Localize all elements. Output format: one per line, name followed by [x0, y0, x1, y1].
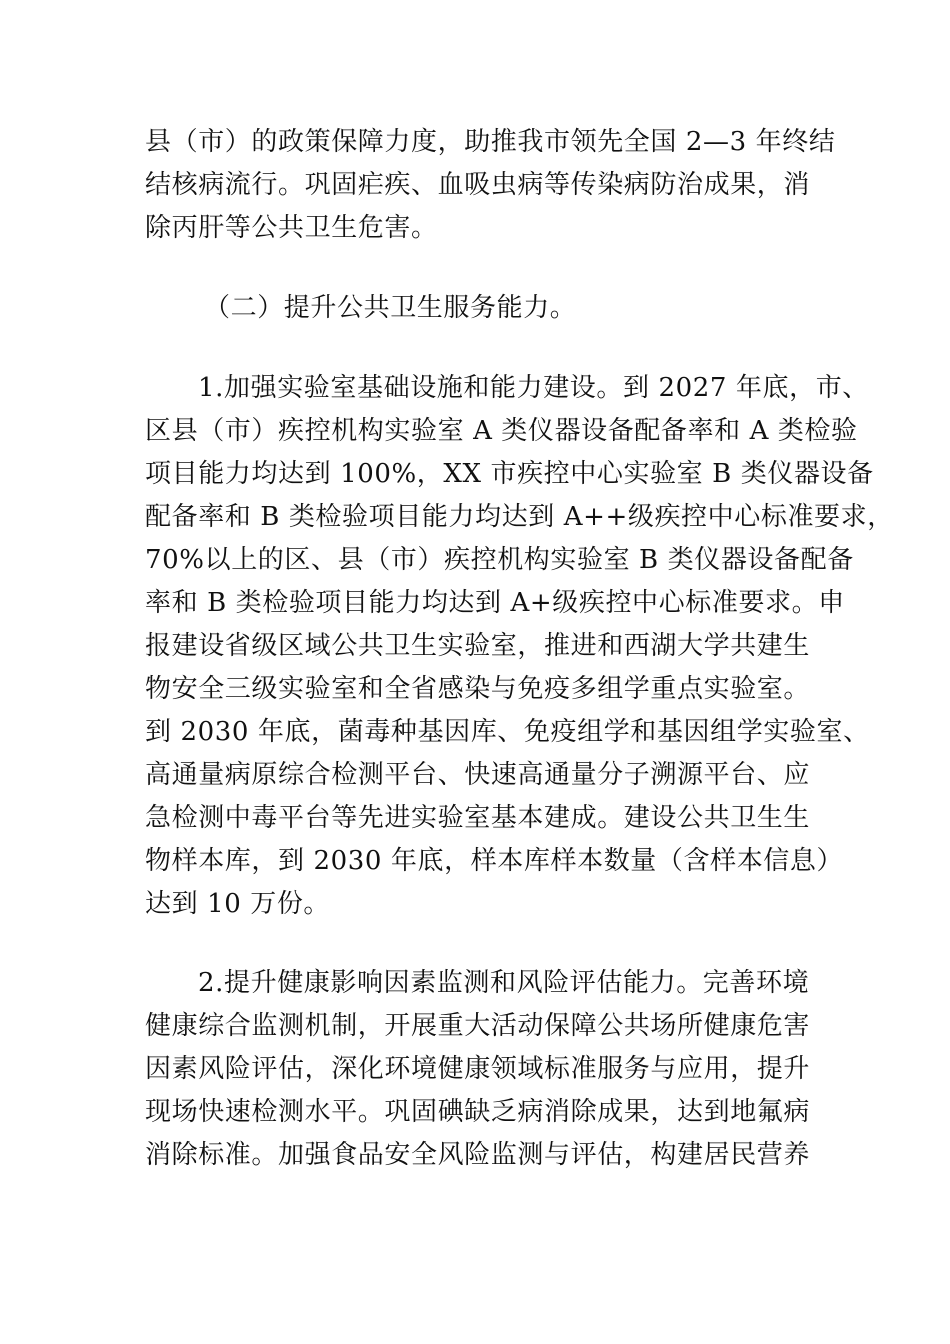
section-heading: （二）提升公共卫生服务能力。 [204, 293, 577, 323]
paragraph-line: 县（市）的政策保障力度，助推我市领先全国 2—3 年终结 [145, 127, 836, 157]
item-1-line: 1.加强实验室基础设施和能力建设。到 2027 年底，市、 [198, 373, 869, 403]
paragraph-line: 除丙肝等公共卫生危害。 [145, 213, 438, 243]
item-2-line: 现场快速检测水平。巩固碘缺乏病消除成果，达到地氟病 [145, 1097, 811, 1127]
item-1-line: 区县（市）疾控机构实验室 A 类仪器设备配备率和 A 类检验 [145, 416, 858, 446]
item-1-line: 达到 10 万份。 [145, 889, 331, 919]
item-2-line: 健康综合监测机制，开展重大活动保障公共场所健康危害 [145, 1011, 811, 1041]
item-1-line: 急检测中毒平台等先进实验室基本建成。建设公共卫生生 [145, 803, 811, 833]
item-2-line: 消除标准。加强食品安全风险监测与评估，构建居民营养 [145, 1140, 811, 1170]
paragraph-line: 结核病流行。巩固疟疾、血吸虫病等传染病防治成果，消 [145, 170, 811, 200]
item-1-line: 报建设省级区域公共卫生实验室，推进和西湖大学共建生 [145, 631, 811, 661]
item-1-line: 70%以上的区、县（市）疾控机构实验室 B 类仪器设备配备 [145, 545, 854, 575]
item-2-line: 2.提升健康影响因素监测和风险评估能力。完善环境 [198, 968, 810, 998]
item-1-line: 项目能力均达到 100%，XX 市疾控中心实验室 B 类仪器设备 [145, 459, 874, 489]
item-1-line: 率和 B 类检验项目能力均达到 A+级疾控中心标准要求。申 [145, 588, 845, 618]
item-1-line: 物样本库，到 2030 年底，样本库样本数量（含样本信息） [145, 846, 844, 876]
item-1-line: 物安全三级实验室和全省感染与免疫多组学重点实验室。 [145, 674, 811, 704]
item-1-line: 配备率和 B 类检验项目能力均达到 A++级疾控中心标准要求， [145, 502, 894, 532]
item-1-line: 到 2030 年底，菌毒种基因库、免疫组学和基因组学实验室、 [145, 717, 870, 747]
item-2-line: 因素风险评估，深化环境健康领域标准服务与应用，提升 [145, 1054, 811, 1084]
item-1-line: 高通量病原综合检测平台、快速高通量分子溯源平台、应 [145, 760, 811, 790]
